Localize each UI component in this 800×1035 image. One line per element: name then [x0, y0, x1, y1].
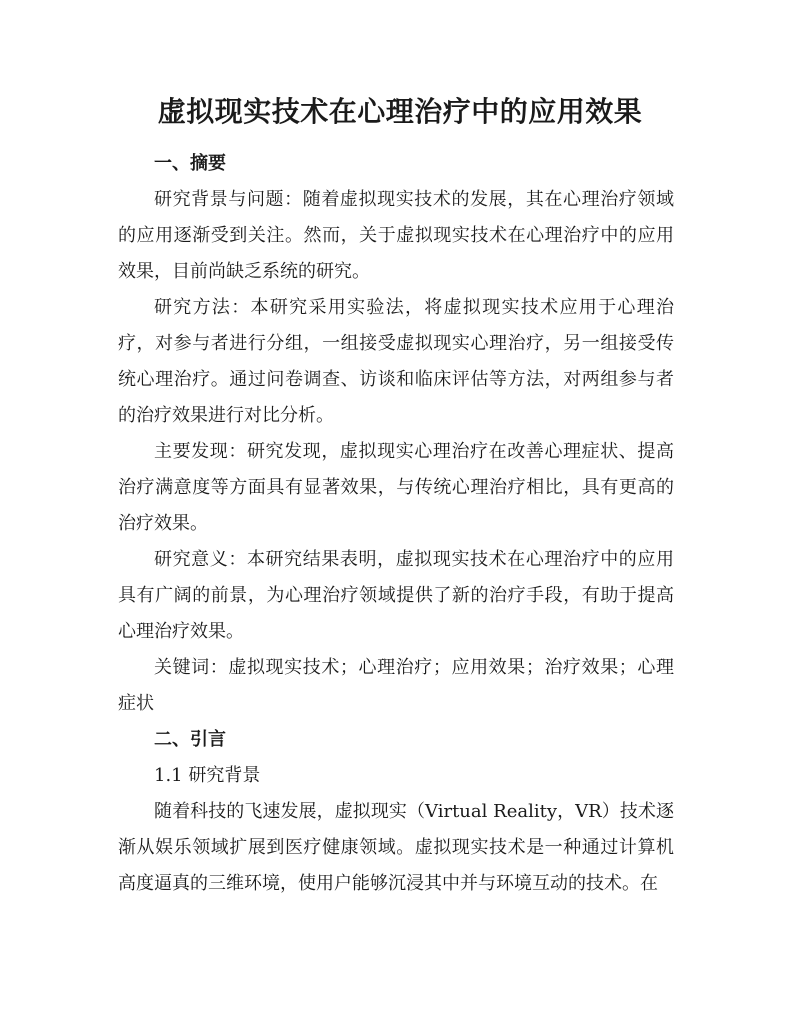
document-body [118, 146, 674, 902]
document-title: 虚拟现实技术在心理治疗中的应用效果 [157, 95, 643, 128]
abstract-significance-paragraph: 研究意义：本研究结果表明，虚拟现实技术在心理治疗中的应用具有广阔的前景，为心理治疗领域提供了新的治疗手段，有助于提高心理治疗效果。 [118, 549, 674, 642]
abstract-background-paragraph: 研究背景与问题：随着虚拟现实技术的发展，其在心理治疗领域的应用逐渐受到关注。然而，关于虚拟现实技术在心理治疗中的应用效果，目前尚缺乏系统的研究。 [118, 189, 674, 282]
abstract-heading: 一、摘要 [154, 153, 226, 174]
abstract-findings-paragraph: 主要发现：研究发现，虚拟现实心理治疗在改善心理症状、提高治疗满意度等方面具有显著效果，与传统心理治疗相比，具有更高的治疗效果。 [118, 441, 674, 534]
introduction-paragraph: 随着科技的飞速发展，虚拟现实（Virtual Reality，VR）技术逐渐从娱乐领域扩展到医疗健康领域。虚拟现实技术是一种通过计算机高度逼真的三维环境，使用户能够沉浸其中并与环境互动的技术。在 [118, 801, 674, 894]
abstract-method-paragraph: 研究方法：本研究采用实验法，将虚拟现实技术应用于心理治疗，对参与者进行分组，一组接受虚拟现实心理治疗，另一组接受传统心理治疗。通过问卷调查、访谈和临床评估等方法，对两组参与者的治疗效果进行对比分析。 [118, 297, 674, 426]
abstract-keywords-paragraph: 关键词：虚拟现实技术；心理治疗；应用效果；治疗效果；心理症状 [118, 657, 674, 714]
introduction-heading: 二、引言 [154, 729, 226, 750]
introduction-subheading: 1.1 研究背景 [154, 765, 261, 786]
